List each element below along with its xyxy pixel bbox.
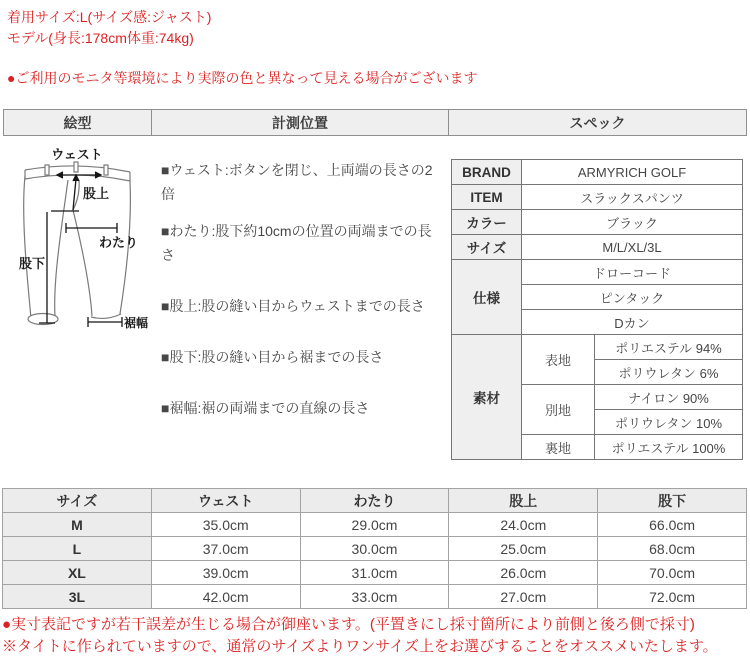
size-value-cell: 72.0cm <box>598 585 747 609</box>
inseam-label: 股下 <box>19 256 46 271</box>
spec-value-cell: ナイロン 90% <box>595 385 743 410</box>
spec-value-cell: M/L/XL/3L <box>522 235 743 260</box>
size-value-cell: 39.0cm <box>151 561 300 585</box>
actual-size-note: ●実寸表記ですが若干誤差が生じる場合が御座います。(平置きにし採寸箇所により前側と後ろ側で採寸) <box>2 616 695 633</box>
size-col-header: サイズ <box>3 489 152 513</box>
pants-diagram <box>3 146 151 341</box>
size-value-cell: 26.0cm <box>449 561 598 585</box>
spec-value-cell: スラックスパンツ <box>522 185 743 210</box>
spec-label-cell: 素材 <box>452 335 522 460</box>
size-value-cell: 27.0cm <box>449 585 598 609</box>
header-cell-figure: 絵型 <box>4 110 152 135</box>
size-table <box>2 488 747 609</box>
spec-label-cell: カラー <box>452 210 522 235</box>
size-value-cell: 25.0cm <box>449 537 598 561</box>
size-table-row <box>3 537 747 561</box>
spec-value-cell: Dカン <box>522 310 743 335</box>
size-value-cell: 70.0cm <box>598 561 747 585</box>
size-table-row <box>3 513 747 537</box>
main-table-header <box>3 109 747 136</box>
bottom-notes <box>2 614 750 658</box>
spec-value-cell: ピンタック <box>522 285 743 310</box>
spec-table <box>451 159 743 460</box>
spec-value-cell: ドローコード <box>522 260 743 285</box>
header-cell-measure-position: 計測位置 <box>152 110 449 135</box>
size-value-cell: 35.0cm <box>151 513 300 537</box>
size-col-header: 股下 <box>598 489 747 513</box>
spec-value-cell: ポリエステル 100% <box>595 435 743 460</box>
monitor-note: ●ご利用のモニタ等環境により実際の色と異なって見える場合がございます <box>7 70 478 86</box>
size-row-header: L <box>3 537 152 561</box>
spec-value-cell: ポリウレタン 10% <box>595 410 743 435</box>
size-col-header: 股上 <box>449 489 598 513</box>
figure-column <box>3 136 151 346</box>
measure-item: ■裾幅:裾の両端までの直線の長さ <box>161 400 370 416</box>
hem-width-label: 裾幅 <box>124 316 149 330</box>
size-value-cell: 24.0cm <box>449 513 598 537</box>
spec-label-cell: ITEM <box>452 185 522 210</box>
size-value-cell: 66.0cm <box>598 513 747 537</box>
size-table-row <box>3 561 747 585</box>
size-table-header-row <box>3 489 747 513</box>
size-value-cell: 42.0cm <box>151 585 300 609</box>
waist-label: ウェスト <box>51 147 103 162</box>
header-cell-spec: スペック <box>569 114 626 131</box>
material-part-cell: 表地 <box>522 335 595 385</box>
measure-item: ■股上:股の縫い目からウェストまでの長さ <box>161 298 425 314</box>
spec-value-cell: ポリエステル 94% <box>595 335 743 360</box>
size-value-cell: 37.0cm <box>151 537 300 561</box>
size-col-header: ウェスト <box>151 489 300 513</box>
size-table-row <box>3 585 747 609</box>
size-value-cell: 31.0cm <box>300 561 449 585</box>
measure-item: ■ウェスト:ボタンを閉じ、上両端の長さの2倍 <box>161 162 433 202</box>
thigh-width-label: わたり <box>99 235 139 250</box>
spec-label-cell: 仕様 <box>452 260 522 335</box>
measure-item: ■わたり:股下約10cmの位置の両端までの長さ <box>161 223 432 263</box>
spec-label-cell: サイズ <box>452 235 522 260</box>
spec-value-cell: ポリウレタン 6% <box>595 360 743 385</box>
sizing-advice-note: ※タイトに作られていますので、通常のサイズよりワンサイズ上をお選びすることをオススメいたします。 <box>2 638 718 655</box>
main-table-body <box>3 136 747 460</box>
size-col-header: わたり <box>300 489 449 513</box>
size-row-header: 3L <box>3 585 152 609</box>
wear-size-note: 着用サイズ:L(サイズ感:ジャスト) <box>7 9 212 25</box>
size-value-cell: 30.0cm <box>300 537 449 561</box>
spec-column <box>448 136 747 460</box>
spec-label-cell: BRAND <box>452 160 522 185</box>
size-value-cell: 68.0cm <box>598 537 747 561</box>
size-row-header: M <box>3 513 152 537</box>
size-value-cell: 29.0cm <box>300 513 449 537</box>
material-part-cell: 裏地 <box>522 435 595 460</box>
model-note: モデル(身長:178cm体重:74kg) <box>7 30 194 46</box>
size-row-header: XL <box>3 561 152 585</box>
size-value-cell: 33.0cm <box>300 585 449 609</box>
measure-position-column <box>151 136 448 433</box>
spec-value-cell: ブラック <box>522 210 743 235</box>
material-part-cell: 別地 <box>522 385 595 435</box>
spec-value-cell: ARMYRICH GOLF <box>522 160 743 185</box>
measure-item: ■股下:股の縫い目から裾までの長さ <box>161 349 384 365</box>
rise-label: 股上 <box>83 186 110 201</box>
top-notes <box>0 0 750 89</box>
